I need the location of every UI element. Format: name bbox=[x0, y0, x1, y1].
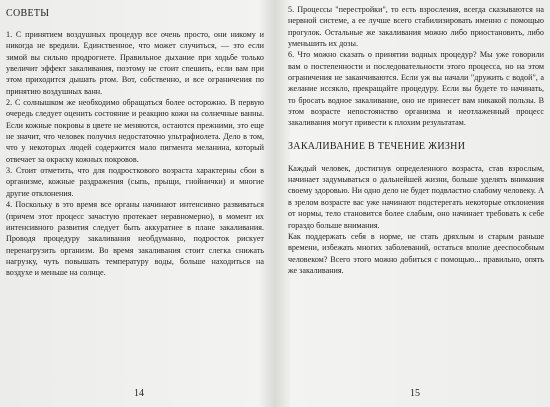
section-heading-zakalivanie: ЗАКАЛИВАНИЕ В ТЕЧЕНИЕ ЖИЗНИ bbox=[288, 140, 466, 152]
paragraph: Как поддержать себя в норме, не стать дряхлым и старым раньше времени, избежать многих заболеваний, остаться вполне дееспособным человеком? Всего этого можно добиться с помощью... правильно, опять же закаливания. bbox=[288, 231, 544, 275]
paragraph: 3. Стоит отметить, что для подросткового возраста характерны сбои в организме, кожные раздражения (сыпь, прыщи, гнойнички) и многие другие отклонения. bbox=[6, 166, 264, 198]
paragraph: 4. Поскольку в это время все органы начинают интенсивно развиваться (причем этот процесс зачастую протекает неравномерно), в момент их интенсивного развития следует быть аккуратнее в плане закаливания. Проводя процедуру закаливания необдуманно, подросток рискует перенагрузить организм. Во время закаливания стоит слегка снижать нагрузку, чуть повышать температуру воды, больше находиться на воздухе и меньше на солнце. bbox=[6, 200, 264, 278]
paragraph: 6. Что можно сказать о принятии водных процедур? Мы уже говорили вам о постепенности и последовательности этого процесса, но на этом ограничения не заканчиваются. Если уж вы начали "дружить с водой", а желание иссякло, прекращайте процедуру. Если вы будете то начинать, то бросать водное закаливание, оно не принесет вам никакой пользы. В этом возрасте непостоянство организма и неотлаженный процесс закаливания могут привести к плохим результатам. bbox=[288, 50, 544, 128]
paragraph: Каждый человек, достигнув определенного возраста, став взрослым, начинает задумываться о дальнейшей жизни, больше уделять внимания своему здоровью. Ни одно дело не будет подвластно слабому человеку. А в зрелом возрасте вас уже начинают подстерегать некоторые отклонения от нормы, тело становится более слабым, оно начинает требовать к себе гораздо больше внимания. bbox=[288, 163, 544, 230]
section-heading-sovety: СОВЕТЫ bbox=[6, 8, 50, 19]
page-number-left: 14 bbox=[134, 388, 144, 399]
left-page bbox=[0, 0, 272, 407]
page-number-right: 15 bbox=[410, 388, 420, 399]
paragraph: 1. С принятием воздушных процедур все очень просто, они никому и никогда не вредили. Единственное, что может случиться, — это если зимой вы сильно продрогнете. Правильное дыхание при ходьбе только увеличит эффект закаливания, поэтому не стоит спешить, если вам при этом приходится дышать ртом. Вот, собственно, и все ограничения по принятию воздушных ванн. bbox=[6, 30, 264, 96]
paragraph: 5. Процессы "перестройки", то есть взросления, всегда сказываются на нервной системе, а ее лучше всего стабилизировать именно с помощью прогулок. Остальные же закаливания можно либо приостановить, либо уменьшить их дозы. bbox=[288, 5, 544, 49]
right-page bbox=[282, 0, 550, 407]
paragraph: 2. С солнышком же необходимо обращаться более осторожно. В первую очередь следует оценить состояние и реакцию кожи на солнечные ванны. Если кожные покровы в цвете не меняются, остаются прежними, это еще не значит, что человек получил недостаточно ультрафиолета. Дело в том, что у некоторых людей содержится мало пигмента меланина, который отвечает за окраску кожных покровов. bbox=[6, 98, 264, 164]
